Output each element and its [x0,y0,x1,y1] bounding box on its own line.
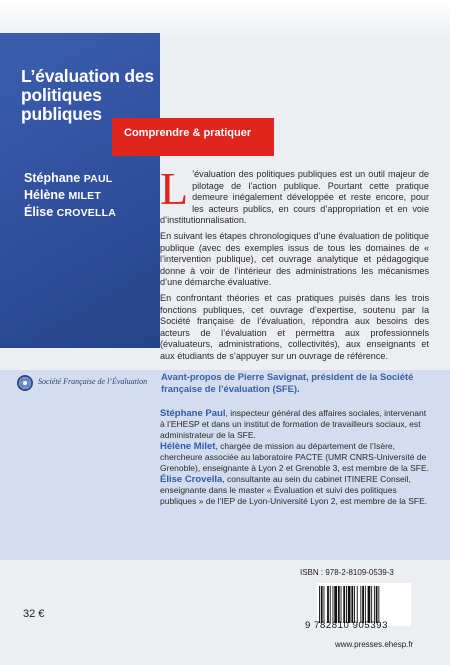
subtitle-box [112,118,274,156]
bio-paragraph: Hélène Milet, chargée de mission au département de l’Isère, chercheure associée au laboratoire PACTE (UMR CNRS-Université de Grenoble), enseignante à Lyon 2 et Grenoble 3, est membre de la SFE. [160,441,430,473]
publisher-url: www.presses.ehesp.fr [335,640,414,649]
book-subtitle: Comprendre & pratiquer [124,127,252,139]
sfe-logo [16,374,176,390]
author-name: Hélène MILET [24,188,101,202]
dropcap: L [160,163,189,214]
foreword-note: Avant-propos de Pierre Savignat, président de la Société française de l’évaluation (SFE). [161,371,414,394]
price: 32 € [23,608,45,620]
author-name: Stéphane PAUL [24,171,113,185]
author-list [24,170,164,221]
isbn: ISBN : 978-2-8109-0539-3 [300,568,394,577]
book-description [160,163,429,367]
barcode-digits: 9 782810 905393 [305,620,388,631]
sfe-emblem-icon [16,374,34,392]
description-paragraph: L ’évaluation des politiques publiques est un outil majeur de pilotage de l’action publique. Pourtant cette pratique demeure inégalement développée et reste encore, pour les acteurs publics, en cours d’appropriation et en voie d’institutionnalisation. [160,163,429,226]
author-name: Élise CROVELLA [24,205,117,219]
book-title: L’évaluation des politiques publiques [21,66,154,124]
bio-paragraph: Élise Crovella, consultante au sein du cabinet ITINERE Conseil, enseignante dans le master « Évaluation et suivi des politiques publiques » de l’IEP de Lyon-Université Lyon 2, est membre de la SFE. [160,474,428,506]
bio-paragraph: Stéphane Paul, inspecteur général des affaires sociales, intervenant à l’EHESP et dans un institut de formation de travailleurs sociaux, est administrateur de la SFE. [160,408,427,440]
author-bios [160,408,430,507]
description-paragraph: En suivant les étapes chronologiques d’une évaluation de politique publique (avec des exemples issus de tous les domaines de « l’intervention publique), cet ouvrage analytique et pédagogique donne à voir de l’intérieur des administrations les mécanismes d’une démarche évaluative. [160,230,429,288]
sfe-logo-text: Société Française de l’Évaluation [38,377,148,386]
description-paragraph: En confrontant théories et cas pratiques puisés dans les trois fonctions publiques, cet ouvrage d’expertise, soutenu par la Société française de l’évaluation, répondra aux besoins des acteurs de l’évaluation et permettra aux professionnels (évaluateurs, administrations, collectivités), aux enseignants et aux étudiants de s’appuyer sur un ouvrage de référence. [160,292,429,361]
